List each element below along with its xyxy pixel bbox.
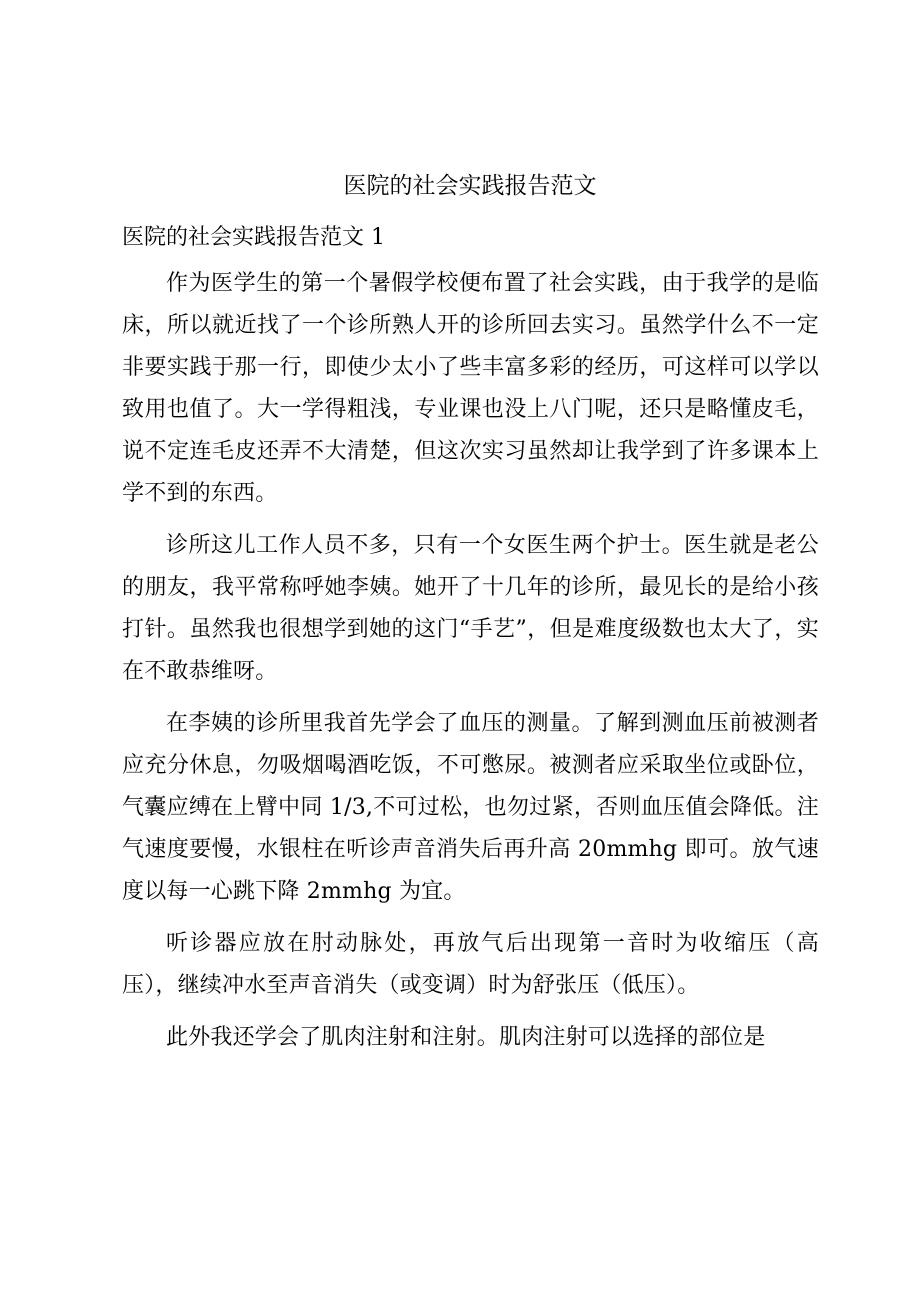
document-body [122, 263, 819, 1069]
paragraph: 诊所这儿工作人员不多，只有一个女医生两个护士。医生就是老公的朋友，我平常称呼她李姨。她开了十几年的诊所，最见长的是给小孩打针。虽然我也很想学到她的这门“手艺”，但是难度级数也太大了，实在不敢恭维呀。 [122, 533, 819, 684]
paragraph: 此外我还学会了肌肉注射和注射。肌肉注射可以选择的部位是 [166, 1025, 766, 1050]
section-heading: 医院的社会实践报告范文 1 [122, 225, 385, 250]
paragraph: 在李姨的诊所里我首先学会了血压的测量。了解到测血压前被测者应充分休息，勿吸烟喝酒吃饭，不可憋尿。被测者应采取坐位或卧位，气囊应缚在上臂中同 1/3,不可过松，也勿过紧，否则血压值会降低。注气速度要慢，水银柱在听诊声音消失后再升高 20mmhg 即可。放气速度以每一心跳下降 2mmhg 为宜。 [122, 711, 819, 904]
paragraph: 作为医学生的第一个暑假学校便布置了社会实践，由于我学的是临床，所以就近找了一个诊所熟人开的诊所回去实习。虽然学什么不一定非要实践于那一行，即使少太小了些丰富多彩的经历，可这样可以学以致用也值了。大一学得粗浅，专业课也没上八门呢，还只是略懂皮毛，说不定连毛皮还弄不大清楚，但这次实习虽然却让我学到了许多课本上学不到的东西。 [122, 271, 819, 506]
document-title: 医院的社会实践报告范文 [343, 173, 597, 199]
paragraph: 听诊器应放在肘动脉处，再放气后出现第一音时为收缩压（高压），继续冲水至声音消失（或变调）时为舒张压（低压）。 [122, 931, 819, 998]
